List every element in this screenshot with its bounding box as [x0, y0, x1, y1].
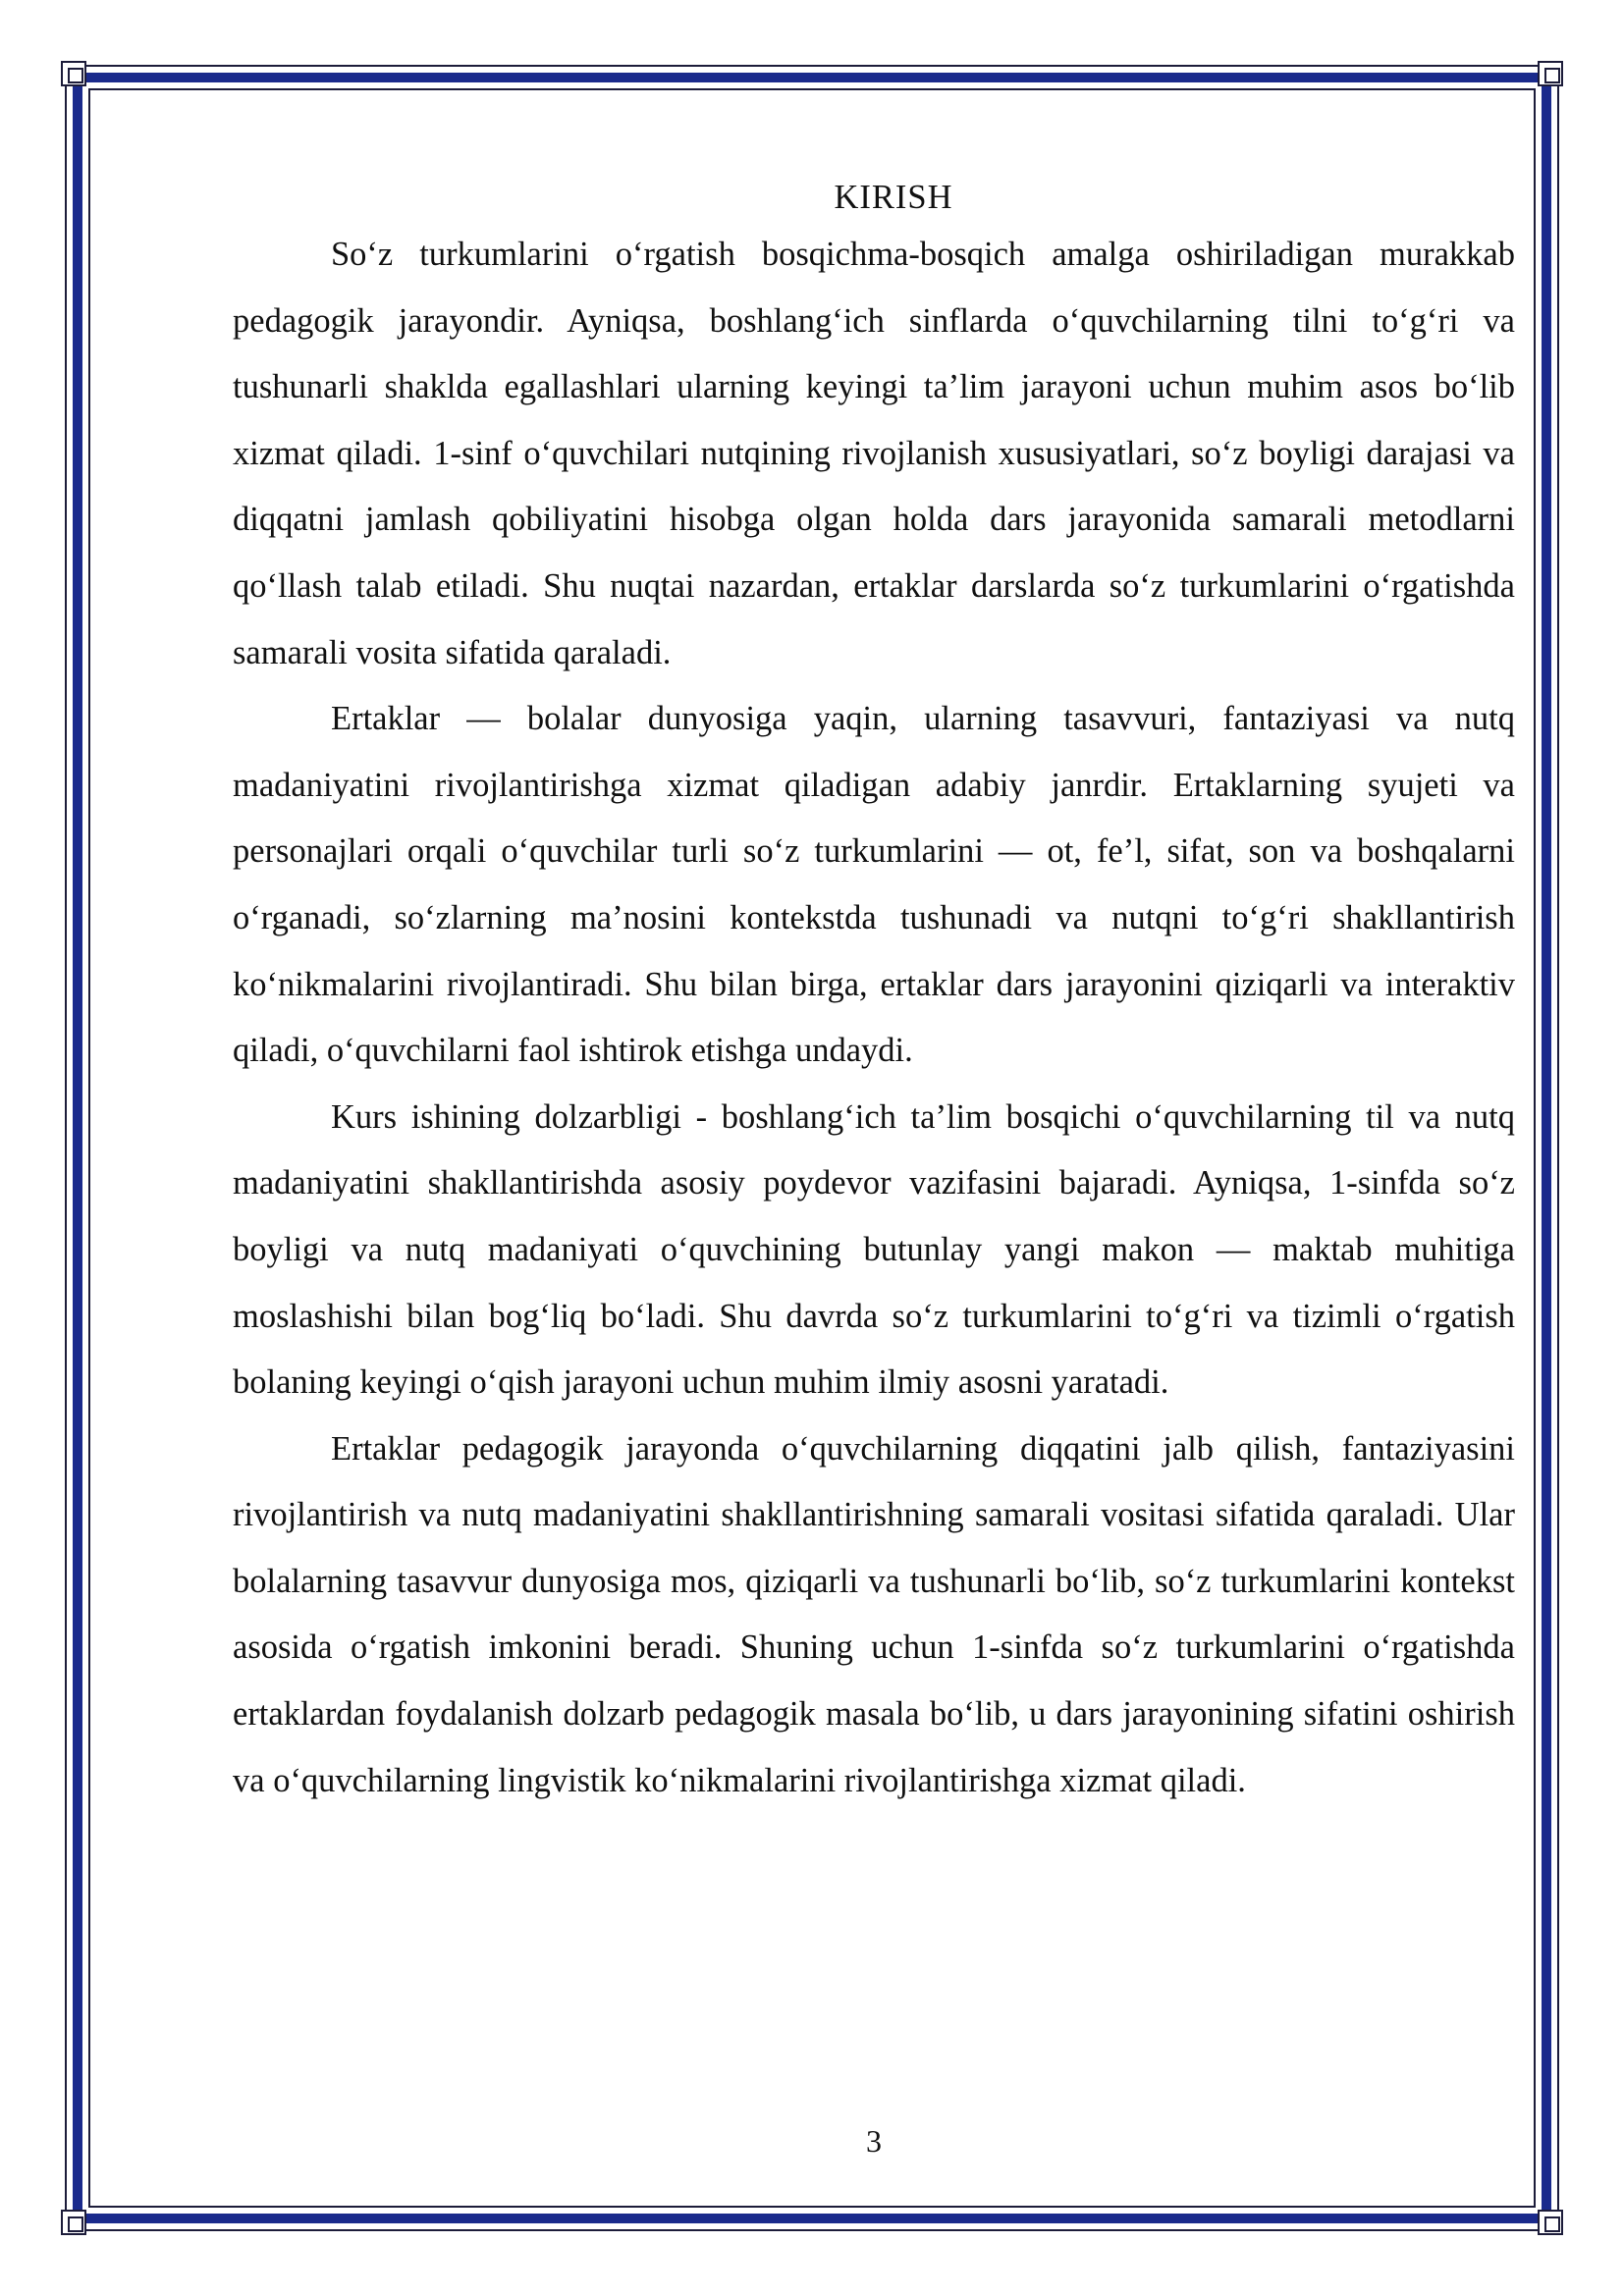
document-body [233, 173, 1515, 1814]
border-corner-ornament [1538, 61, 1563, 86]
section-heading: KIRISH [834, 179, 953, 216]
border-corner-ornament [1538, 2210, 1563, 2235]
paragraph: So‘z turkumlarini o‘rgatish bosqichma-bosqich amalga oshiriladigan murakkab pedagogik jarayondir. Ayniqsa, boshlang‘ich sinflarda o‘quvchilarning tilni to‘g‘ri va tushunarli shaklda egallashlari ularning keyingi ta’lim jarayoni uchun muhim asos bo‘lib xizmat qiladi. 1-sinf o‘quvchilari nutqining rivojlanish xususiyatlari, so‘z boyligi darajasi va diqqatni jamlash qobiliyatini hisobga olgan holda dars jarayonida samarali metodlarni qo‘llash talab etiladi. Shu nuqtai nazardan, ertaklar darslarda so‘z turkumlarini o‘rgatishda samarali vosita sifatida qaraladi. [233, 236, 1515, 671]
paragraph: Kurs ishining dolzarbligi - boshlang‘ich ta’lim bosqichi o‘quvchilarning til va nutq madaniyatini shakllantirishda asosiy poydevor vazifasini bajaradi. Ayniqsa, 1-sinfda so‘z boyligi va nutq madaniyati o‘quvchining butunlay yangi makon — maktab muhitiga moslashishi bilan bog‘liq bo‘ladi. Shu davrda so‘z turkumlarini to‘g‘ri va tizimli o‘rgatish bolaning keyingi o‘qish jarayoni uchun muhim ilmiy asosni yaratadi. [233, 1097, 1515, 1402]
border-corner-ornament [61, 61, 86, 86]
paragraph: Ertaklar pedagogik jarayonda o‘quvchilarning diqqatini jalb qilish, fantaziyasini rivojlantirish va nutq madaniyatini shakllantirishning samarali vositasi sifatida qaraladi. Ular bolalarning tasavvur dunyosiga mos, qiziqarli va tushunarli bo‘lib, so‘z turkumlarini kontekst asosida o‘rgatish imkonini beradi. Shuning uchun 1-sinfda so‘z turkumlarini o‘rgatishda ertaklardan foydalanish dolzarb pedagogik masala bo‘lib, u dars jarayonining sifatini oshirish va o‘quvchilarning lingvistik ko‘nikmalarini rivojlantirishga xizmat qiladi. [233, 1429, 1515, 1799]
border-corner-ornament [61, 2210, 86, 2235]
page-number: 3 [866, 2123, 882, 2159]
paragraph: Ertaklar — bolalar dunyosiga yaqin, ularning tasavvuri, fantaziyasi va nutq madaniyatini rivojlantirishga xizmat qiladigan adabiy janrdir. Ertaklarning syujeti va personajlari orqali o‘quvchilar turli so‘z turkumlarini — ot, fe’l, sifat, son va boshqalarni o‘rganadi, so‘zlarning ma’nosini kontekstda tushunadi va nutqni to‘g‘ri shakllantirish ko‘nikmalarini rivojlantiradi. Shu bilan birga, ertaklar dars jarayonini qiziqarli va interaktiv qiladi, o‘quvchilarni faol ishtirok etishga undaydi. [233, 700, 1515, 1070]
